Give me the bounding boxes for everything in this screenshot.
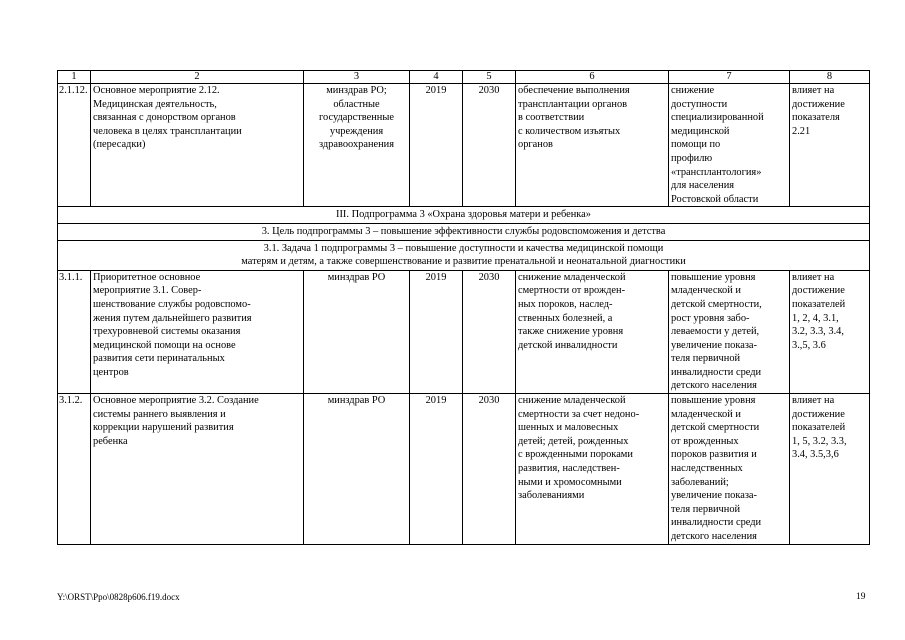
indicator-link-cell: влияет на достижение показателей 1, 2, 4, 3.1, 3.2, 3.3, 3.4, 3.,5, 3.6 bbox=[790, 270, 870, 393]
section-row bbox=[58, 240, 870, 270]
expected-result-cell: снижение младенческой смертности за счет недоно- шенных и маловесных детей; детей, рожденных с врожденными пороками развития, наследствен- ными и хромосомными заболеваниями bbox=[516, 394, 669, 545]
executor-cell: минздрав РО bbox=[304, 394, 410, 545]
table-row bbox=[58, 394, 870, 545]
table-row bbox=[58, 84, 870, 207]
executor-cell: минздрав РО bbox=[304, 270, 410, 393]
end-year-cell: 2030 bbox=[463, 394, 516, 545]
row-number-cell: 3.1.2. bbox=[58, 394, 91, 545]
non-implementation-consequence-cell: повышение уровня младенческой и детской смертности, рост уровня забо- леваемости у детей, увеличение показа- теля первичной инвалидности среди детского населения bbox=[669, 270, 790, 393]
activity-name-cell: Основное мероприятие 2.12. Медицинская деятельность, связанная с донорством органов человека в целях трансплантации (пересадки) bbox=[91, 84, 304, 207]
section-row bbox=[58, 223, 870, 240]
column-number: 4 bbox=[410, 71, 463, 84]
activity-name-cell: Основное мероприятие 3.2. Создание системы раннего выявления и коррекции нарушений развития ребенка bbox=[91, 394, 304, 545]
footer-file-path: Y:\ORST\Ppo\0828p606.f19.docx bbox=[57, 592, 180, 602]
end-year-cell: 2030 bbox=[463, 270, 516, 393]
column-number: 5 bbox=[463, 71, 516, 84]
indicator-link-cell: влияет на достижение показателя 2.21 bbox=[790, 84, 870, 207]
expected-result-cell: снижение младенческой смертности от врожден- ных пороков, наслед- ственных болезней, а также снижение уровня детской инвалидности bbox=[516, 270, 669, 393]
column-number: 6 bbox=[516, 71, 669, 84]
row-number-cell: 3.1.1. bbox=[58, 270, 91, 393]
column-number: 2 bbox=[91, 71, 304, 84]
column-number: 8 bbox=[790, 71, 870, 84]
column-number: 3 bbox=[304, 71, 410, 84]
start-year-cell: 2019 bbox=[410, 84, 463, 207]
start-year-cell: 2019 bbox=[410, 270, 463, 393]
column-number: 1 bbox=[58, 71, 91, 84]
expected-result-cell: обеспечение выполнения трансплантации органов в соответствии с количеством изъятых органов bbox=[516, 84, 669, 207]
column-number-row bbox=[58, 71, 870, 84]
executor-cell: минздрав РО; областные государственные учреждения здравоохранения bbox=[304, 84, 410, 207]
page-number: 19 bbox=[856, 592, 866, 602]
column-number: 7 bbox=[669, 71, 790, 84]
table-row bbox=[58, 270, 870, 393]
indicator-link-cell: влияет на достижение показателей 1, 5, 3.2, 3.3, 3.4, 3.5,3,6 bbox=[790, 394, 870, 545]
non-implementation-consequence-cell: снижение доступности специализированной медицинской помощи по профилю «трансплантология» для населения Ростовской области bbox=[669, 84, 790, 207]
section-title: III. Подпрограмма 3 «Охрана здоровья матери и ребенка» bbox=[58, 207, 870, 224]
section-title: 3.1. Задача 1 подпрограммы 3 – повышение доступности и качества медицинской помощи матерям и детям, а также совершенствование и развитие пренатальной и неонатальной диагностики bbox=[58, 240, 870, 270]
section-title: 3. Цель подпрограммы 3 – повышение эффективности службы родовспоможения и детства bbox=[58, 223, 870, 240]
row-number-cell: 2.1.12. bbox=[58, 84, 91, 207]
plan-table bbox=[57, 70, 870, 545]
start-year-cell: 2019 bbox=[410, 394, 463, 545]
non-implementation-consequence-cell: повышение уровня младенческой и детской смертности от врожденных пороков развития и наследственных заболеваний; увеличение показа- теля первичной инвалидности среди детского населения bbox=[669, 394, 790, 545]
activity-name-cell: Приоритетное основное мероприятие 3.1. Совер- шенствование службы родовспомо- жения путем дальнейшего развития трехуровневой системы оказания медицинской помощи на основе развития сети перинатальных центров bbox=[91, 270, 304, 393]
section-row bbox=[58, 207, 870, 224]
end-year-cell: 2030 bbox=[463, 84, 516, 207]
